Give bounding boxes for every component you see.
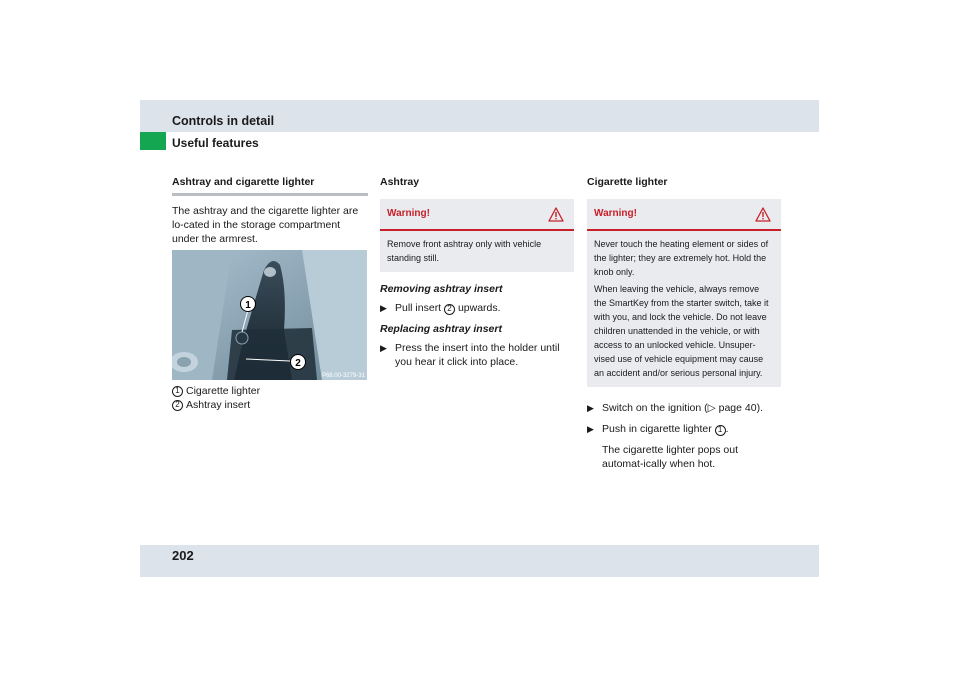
- warning-text: Remove front ashtray only with vehicle standing still.: [387, 239, 542, 263]
- page-number: 202: [172, 548, 194, 563]
- warning-header: [380, 199, 574, 231]
- svg-text:2: 2: [295, 358, 301, 369]
- step-switch-ignition: [587, 401, 781, 415]
- heading-ashtray-lighter: Ashtray and cigarette lighter: [172, 175, 368, 196]
- bullet-arrow-icon: ▶: [380, 303, 387, 313]
- subsection-title: Useful features: [172, 136, 259, 150]
- result-text: The cigarette lighter pops out automat-ically when hot.: [602, 444, 738, 470]
- warning-title: Warning!: [387, 208, 430, 219]
- warning-triangle-icon: [548, 207, 564, 222]
- warning-box-ashtray: [380, 199, 574, 272]
- section-title: Controls in detail: [172, 114, 275, 128]
- bullet-arrow-icon: ▶: [380, 343, 387, 353]
- warning-text-2: When leaving the vehicle, always remove the SmartKey from the starter switch, take it with you, and lock the vehicle. Do not leave children unattended in the vehicle, or with access to an unlocked vehicle. Unsuper-vised use of vehicle equipment may cause an accident and/or serious personal injury.: [594, 284, 769, 378]
- column-cigarette-lighter: [587, 175, 781, 471]
- callout-number-1: 1: [172, 386, 183, 397]
- heading-replacing-insert: Replacing ashtray insert: [380, 323, 502, 335]
- footer-band: [140, 545, 819, 577]
- callout-number-1: 1: [715, 425, 726, 436]
- heading-removing-insert: Removing ashtray insert: [380, 283, 503, 295]
- step-replace-insert: [380, 341, 574, 369]
- heading-cigarette-lighter: Cigarette lighter: [587, 176, 668, 188]
- callout-number-2: 2: [172, 400, 183, 411]
- legend-label-1: Cigarette lighter: [186, 385, 261, 397]
- column-ashtray-lighter: [172, 175, 368, 412]
- step-remove-prefix: Pull insert: [395, 302, 442, 314]
- step-remove-insert: [380, 301, 574, 315]
- bullet-arrow-icon: ▶: [587, 424, 594, 434]
- warning-title: Warning!: [594, 208, 637, 219]
- legend-item-2: [172, 398, 368, 412]
- section-marker: [140, 132, 166, 150]
- bullet-arrow-icon: ▶: [587, 403, 594, 413]
- image-code: P68.00-3279-31: [321, 373, 365, 379]
- legend-label-2: Ashtray insert: [186, 399, 251, 411]
- heading-ashtray: Ashtray: [380, 176, 420, 188]
- legend-item-1: [172, 384, 368, 398]
- warning-triangle-icon: [755, 207, 771, 222]
- armrest-compartment-photo: [172, 250, 367, 380]
- svg-text:1: 1: [245, 300, 251, 311]
- step-replace-text: Press the insert into the holder until you hear it click into place.: [395, 342, 560, 368]
- intro-text: The ashtray and the cigarette lighter are lo-cated in the storage compartment under the armrest.: [172, 205, 359, 245]
- callout-number-2: 2: [444, 304, 455, 315]
- column-ashtray: [380, 175, 574, 376]
- step-remove-suffix: upwards.: [457, 302, 501, 314]
- warning-text-1: Never touch the heating element or sides of the lighter; they are extremely hot. Hold the knob only.: [594, 239, 769, 277]
- step-push-prefix: Push in cigarette lighter: [602, 423, 712, 435]
- warning-box-lighter: [587, 199, 781, 387]
- step-switch-ignition-text: Switch on the ignition (▷ page 40).: [602, 402, 764, 414]
- warning-header: [587, 199, 781, 231]
- step-push-lighter: [587, 422, 781, 436]
- step-push-suffix: .: [725, 423, 729, 435]
